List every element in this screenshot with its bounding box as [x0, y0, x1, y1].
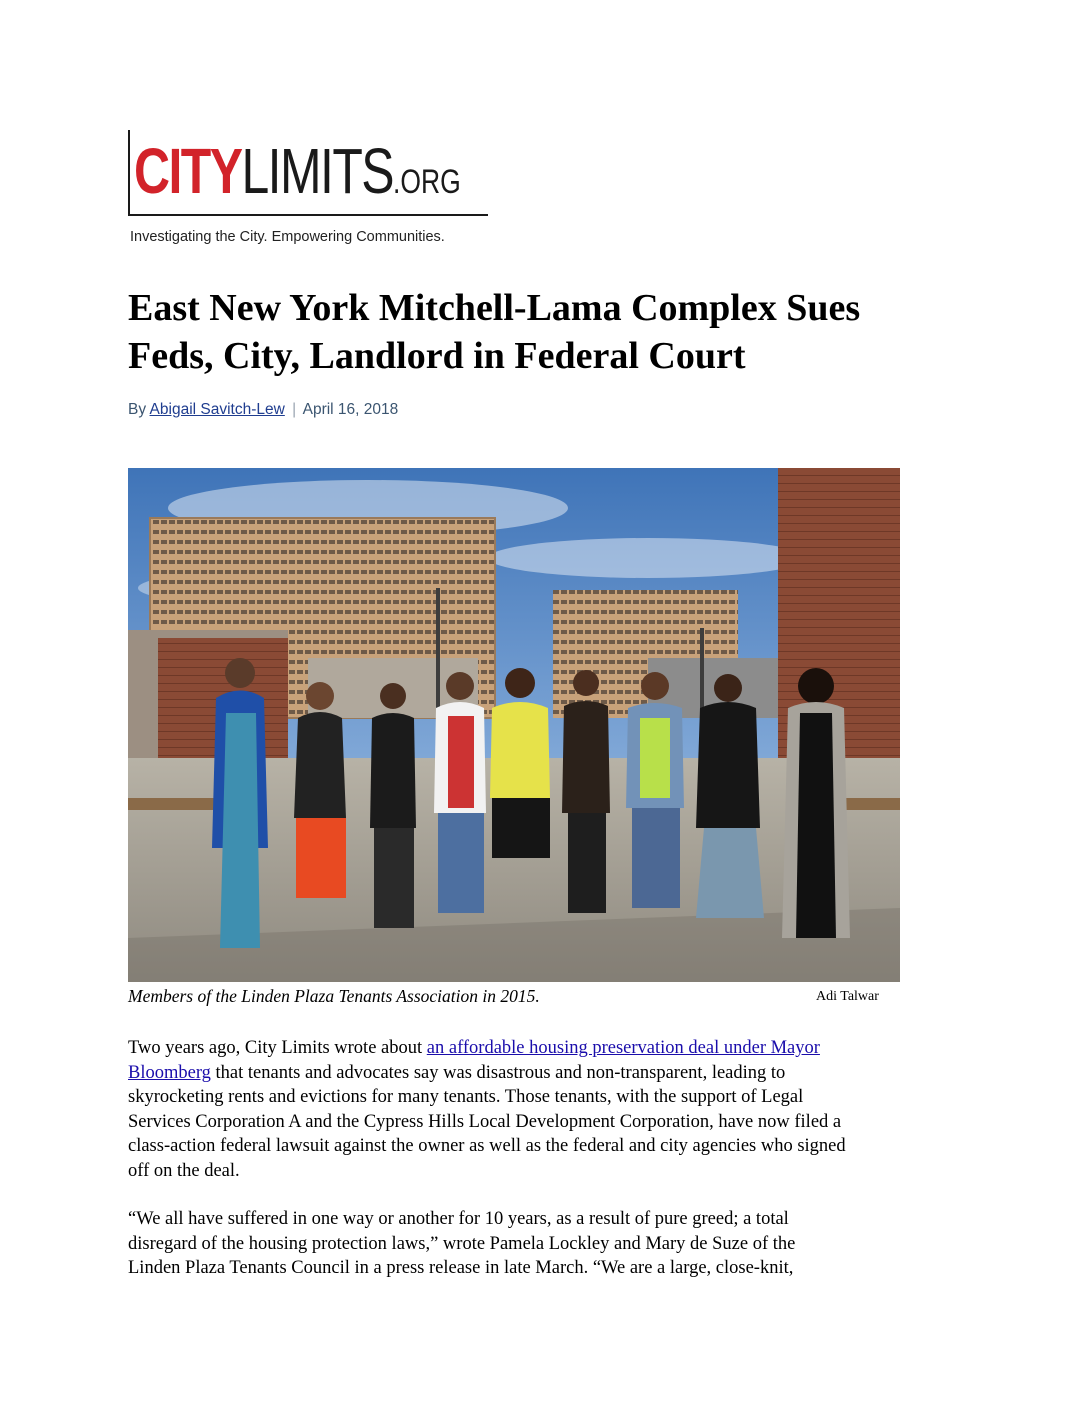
paragraph-line: disregard of the housing protection laws,” wrote Pamela Lockley and Mary de Suze of the	[128, 1233, 796, 1254]
photo-caption: Members of the Linden Plaza Tenants Association in 2015.	[128, 986, 540, 1006]
related-article-link-continued[interactable]: Bloomberg	[128, 1062, 211, 1083]
site-logo[interactable]	[128, 130, 488, 216]
headline-line-1: East New York Mitchell-Lama Complex Sues	[128, 287, 861, 329]
article-paragraph-1	[128, 1036, 958, 1184]
article-date: April 16, 2018	[302, 401, 399, 418]
paragraph-line: class-action federal lawsuit against the owner as well as the federal and city agencies who signed	[128, 1136, 846, 1157]
author-link[interactable]: Abigail Savitch-Lew	[149, 401, 285, 418]
byline	[128, 401, 398, 419]
paragraph-line: Linden Plaza Tenants Council in a press release in late March. “We are a large, close-knit,	[128, 1258, 794, 1279]
logo-city: CITY	[134, 135, 242, 207]
logo-wordmark	[134, 136, 461, 217]
paragraph-line	[128, 1036, 958, 1061]
paragraph-text: that tenants and advocates say was disastrous and non-transparent, leading to	[210, 1062, 786, 1083]
byline-by: By	[128, 401, 147, 418]
article-photo	[128, 468, 900, 982]
paragraph-line: skyrocketing rents and evictions for many tenants. Those tenants, with the support of Legal	[128, 1087, 804, 1108]
related-article-link[interactable]: an affordable housing preservation deal under Mayor	[426, 1038, 820, 1058]
site-tagline: Investigating the City. Empowering Communities.	[130, 229, 445, 245]
logo-limits: LIMITS	[241, 135, 393, 207]
paragraph-line	[128, 1061, 958, 1086]
photo-credit: Adi Talwar	[816, 989, 879, 1004]
paragraph-text: Two years ago, City Limits wrote about	[128, 1038, 427, 1058]
article-paragraph-2	[128, 1207, 958, 1281]
photo-illustration	[128, 468, 900, 982]
paragraph-line: “We all have suffered in one way or another for 10 years, as a result of pure greed; a total	[128, 1209, 789, 1229]
paragraph-line: Services Corporation A and the Cypress Hills Local Development Corporation, have now filed a	[128, 1111, 842, 1132]
headline-line-2: Feds, City, Landlord in Federal Court	[128, 335, 746, 377]
paragraph-line: off on the deal.	[128, 1160, 240, 1181]
byline-separator: |	[292, 401, 297, 418]
article-headline	[128, 284, 988, 380]
logo-org: .ORG	[392, 163, 461, 201]
